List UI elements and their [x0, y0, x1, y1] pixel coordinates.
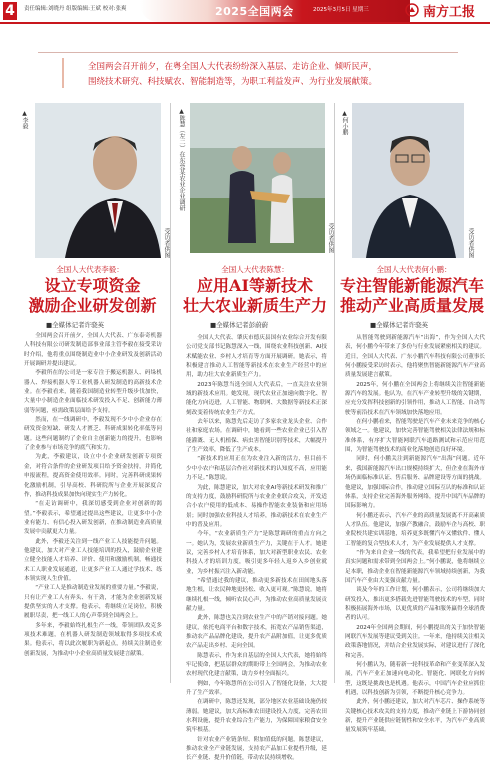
paragraph: 为此，陈慧建议，加大对农业AI等新技术研发和推广的支持力度，鼓励科研院所与农业企业联合攻关，开发适合小农户使用的低成本、易操作智能农业装备和应用场景；同时加强农业科技人才培养，推动新技术在农业生产中的普及应用。 [186, 484, 327, 528]
masthead-title: 南方工报 [423, 5, 476, 20]
paragraph: 在调研中，陈慧还发现，部分地区农业基础设施仍较薄弱。她建议，加大高标准农田建设投入力度，完善农田水利设施，提升农业综合生产能力，为保障国家粮食安全筑牢根基。 [186, 699, 327, 734]
editor-credits: 责任编辑:刘晓丹 组版编辑:王斌 校对:张爽 [24, 6, 127, 12]
page-header [0, 0, 490, 38]
column-divider [334, 103, 335, 683]
field-visit-image [190, 103, 325, 253]
photo-side-label: ▲李毅 [21, 110, 28, 129]
paragraph: 此外，李毅还关注到一线产业工人技能提升问题。他建议，加大对产业工人技能培训的投入，鼓励企业建立健全技能人才培养、评价、使用和激励机制，畅通技术工人职业发展通道，让更多产业工人通过学技术、练本领实现人生价值。 [24, 538, 162, 582]
article-body-chen-hui [186, 334, 327, 762]
paragraph: 何小鹏认为，随着新一轮科技革命和产业变革深入发展，汽车产业正加速向电动化、智能化、网联化方向转型，这既是挑战也是机遇。他表示，中国汽车企业应抓住机遇，以科技创新为引领，不断提升核心竞争力。 [345, 662, 485, 697]
paragraph: 2025年，何小鹏在全国两会上将继续关注智能新能源汽车的发展。他认为，在汽车产业转型升级的关键期，应充分发挥科技创新的引领作用，推动人工智能、自动驾驶等前沿技术在汽车领域加快落地应用。 [345, 381, 485, 416]
byline: ■全媒体记者许骁英 [46, 321, 105, 329]
paragraph: 去年以来，陈慧先后走访了多家农业龙头企业、合作社和家庭农场。在调研中，她看到一些农业企业已引入智能灌溉、无人机植保、病虫害智能识别等技术，大幅提升了生产效率，降低了生产成本。 [186, 419, 327, 454]
paragraph: 同时，何小鹏关注到新能源汽车“出海”问题。近年来，我国新能源汽车出口规模持续扩大，但企业在海外市场仍面临标准认证、售后服务、品牌建设等方面的挑战。他建议，加强国际合作，推动建立国际互认的标准和认证体系，支持企业完善海外服务网络，提升中国汽车品牌的国际影响力。 [345, 456, 485, 510]
paragraph: 陈慧表示，作为来自基层的全国人大代表，她将始终牢记使命，把基层群众的期盼带上全国两会，为推动农业农村现代化建言献策，助力乡村全面振兴。 [186, 652, 327, 678]
paragraph: 2023年陈慧当选全国人大代表后，一直关注农业领域的新技术应用。她发现，现代农业正加速向数字化、智能化方向迈进，人工智能、物联网、大数据等新技术正深刻改变着传统农业生产方式。 [186, 381, 327, 416]
paragraph: 多年来，李毅始终扎根生产一线，带领团队攻克多项技术难题，在机器人研发制造领域取得多项技术成果。他表示，将以此次履职为新起点，持续关注制造业创新发展，为推动中小企业高质量发展建言献策。 [24, 622, 162, 657]
paragraph: 从智能驾驶到新能源汽车“出海”，作为全国人大代表，何小鹏今年带来了多份与行业发展紧密相关的建议。近日，全国人大代表、广东小鹏汽车科技有限公司董事长何小鹏接受采访时表示，他将聚焦智能新能源汽车产业高质量发展建言献策。 [345, 335, 485, 379]
byline: ■全媒体记者彭蔚蔚 [210, 321, 269, 329]
kicker-he-xiaopeng: 全国人大代表何小鹏： [376, 265, 452, 274]
paragraph: “产业工人是推动制造业发展的重要力量。”李毅说，只有让产业工人有奔头、有干劲，才能为企业创新发展提供坚实的人才支撑。他表示，将继续立足岗位，积极履职尽责，把一线工人的心声带到全国两会上。 [24, 585, 162, 620]
paragraph: 2024年全国两会期间，何小鹏提出的关于加快智能网联汽车发展等建议受到关注。一年来，他持续关注相关政策落地情况，并结合企业发展实际，对建议进行了深化和完善。 [345, 624, 485, 659]
photo-side-label: ▲陈慧（左二）在东莞某农业企业调研 [178, 108, 185, 211]
paragraph: “希望通过我的建议，推动更多新技术在田间地头落地生根，让农民种地更轻松、收入更可观。”陈慧说，她将继续扎根一线，倾听农民心声，为推动农业高质量发展贡献力量。 [186, 577, 327, 612]
article-body-li-yi [24, 332, 162, 684]
header-rule [0, 22, 490, 24]
page-number: 4 [3, 2, 17, 20]
paragraph: 在何小鹏看来，智能驾驶是汽车产业未来竞争的核心领域之一。他建议，加快完善智能驾驶相关法律法规和标准体系，有序扩大智能网联汽车道路测试和示范应用范围，为智能驾驶技术的商业化落地创造良好环境。 [345, 419, 485, 454]
paragraph: 全国两会召开前夕，全国人大代表、广东泰奇机器人科技有限公司研发制造部事业部主管李毅在接受采访时介绍，他将重点围绕制造业中小企业研发及创新活动开展调研并提出建议。 [24, 333, 162, 368]
intro-line-2: 围绕技术研究、科技赋农、智能制造等，为职工利益发声、为行业发展献策。 [88, 77, 378, 87]
paragraph: “在走访调研中，我深切感受到企业对创新的渴望。”李毅表示，希望通过提出这些建议，让更多中小企业有能力、有信心投入研发创新，在推动制造业高质量发展中贡献更大力量。 [24, 501, 162, 536]
paragraph: “新技术的应用正在为农业注入新的活力，但目前不少中小农户和基层合作社对新技术的认知度不高，应用能力不足。”陈慧说。 [186, 456, 327, 482]
portrait-image [352, 103, 464, 258]
banner-title: 2025全国两会 [215, 5, 294, 18]
paragraph: 今年，“农业新质生产力”是陈慧调研的重点方向之一。她认为，发展农业新质生产力，关键在于人才。她建议，完善乡村人才培育体系，加大对新型职业农民、农业科技人才的培训力度，吸引更多年轻人返乡入乡创业就业，为乡村振兴注入新动能。 [186, 531, 327, 575]
paragraph: 全国人大代表、肇庆市德庆县国有农业综合开发有限公司党支部书记陈慧深入一线，围绕农业科技创新、AI技术赋能农业、乡村人才培育等方面开展调研。她表示，将积极建言推动人工智能等新技术在农业生产经营中的应用，助力壮大农业新质生产力。 [186, 335, 327, 379]
portrait-image [35, 103, 161, 258]
photo-caption: 受访者供图 [467, 228, 474, 258]
masthead-logo-icon [405, 3, 419, 17]
column-divider [170, 103, 171, 683]
paragraph: 此外，何小鹏还建议，加大对汽车芯片、操作系统等关键核心技术攻关的支持力度，推动产业链上下游协同创新，提升产业链供应链韧性和安全水平，为汽车产业高质量发展筑牢基础。 [345, 699, 485, 734]
headline-line-2: 激励企业研发创新 [28, 296, 157, 315]
paragraph: 针对农业产业链条短、附加值低的问题，陈慧建议，推动农业全产业链发展，支持农产品加工业提档升级，延长产业链、提升价值链，带动农民持续增收。 [186, 736, 327, 762]
headline-line-1: 应用AI等新技术 [197, 276, 313, 295]
headline-line-1: 设立专项资金 [44, 276, 141, 295]
paragraph: 何小鹏还表示，汽车产业的高质量发展离不开高素质人才队伍。他建议，加强产教融合，鼓励车企与高校、职业院校共建实训基地，培养更多既懂汽车又懂软件、懂人工智能的复合型技术人才，为产业发展提供人才支撑。 [345, 512, 485, 547]
photo-chen-hui [190, 103, 325, 253]
byline: ■全媒体记者许骁英 [370, 321, 429, 329]
paragraph: 为此，李毅建议，设立中小企业研发创新专项资金，对符合条件的企业研发项目给予资金扶持，并简化申报流程，提高资金使用效率。同时，完善科研成果转化激励机制，引导高校、科研院所与企业开展深度合作，推动科技成果加快向现实生产力转化。 [24, 454, 162, 498]
paragraph: 此外，陈慧也关注到农业生产中的产销对接问题。她建议，依托电商平台和数字技术，拓宽农产品销售渠道，推动农产品品牌化建设，提升农产品附加值，让更多优质农产品走出乡村、走向全国。 [186, 615, 327, 650]
paragraph: 李毅所在的公司是一家专注于搬运机器人、码垛机器人、焊接机器人等工业机器人研发制造的高新技术企业。在李毅看来，随着我国制造业转型升级步伐加快，大量中小制造企业面临技术研发投入不足、创新能力薄弱等问题，亟需政策层面给予支持。 [24, 370, 162, 414]
paragraph: 例如，今年陈慧所在公司引入了智能化设备，大大提升了生产效率。 [186, 680, 327, 697]
paragraph: “作为来自企业一线的代表，我希望把行业发展中的真实问题和需求带到全国两会上。”何小鹏说，他将继续立足本职，推动企业在智能新能源汽车领域持续创新，为我国汽车产业由大变强贡献力量。 [345, 549, 485, 584]
photo-caption: 受访者供图 [327, 223, 334, 253]
issue-date: 2025年3月5日 星期三 [313, 7, 369, 13]
paragraph: 然而，在一线调研中，李毅发现不少中小企业存在研发资金短缺、研发人才匮乏、科研成果转化率低等问题。这些问题制约了企业自主创新能力的提升，也影响了企业参与市场竞争的底气和实力。 [24, 417, 162, 452]
photo-side-label: ▲何小鹏 [341, 110, 348, 135]
headline-line-2: 壮大农业新质生产力 [182, 296, 327, 315]
intro-line-1: 全国两会召开前夕，在粤全国人大代表纷纷深入基层、走访企业、倾听民声， [88, 62, 378, 72]
headline-line-2: 推动产业高质量发展 [339, 296, 484, 315]
headline-line-1: 专注智能新能源汽车 [339, 276, 484, 295]
intro-quote-mark [62, 58, 84, 88]
photo-caption: 受访者供图 [163, 228, 170, 258]
photo-li-yi [35, 103, 161, 258]
paragraph: 谈及今年的工作计划，何小鹏表示，公司将继续加大研发投入，推出更多搭载先进智能驾驶技术的车型，同时积极拓展海外市场，以更优质的产品和服务赢得全球消费者的认可。 [345, 587, 485, 622]
photo-he-xiaopeng [352, 103, 464, 258]
kicker-chen-hui: 全国人大代表陈慧： [221, 265, 289, 274]
kicker-li-yi: 全国人大代表李毅： [56, 265, 124, 274]
article-body-he-xiaopeng [345, 334, 485, 734]
